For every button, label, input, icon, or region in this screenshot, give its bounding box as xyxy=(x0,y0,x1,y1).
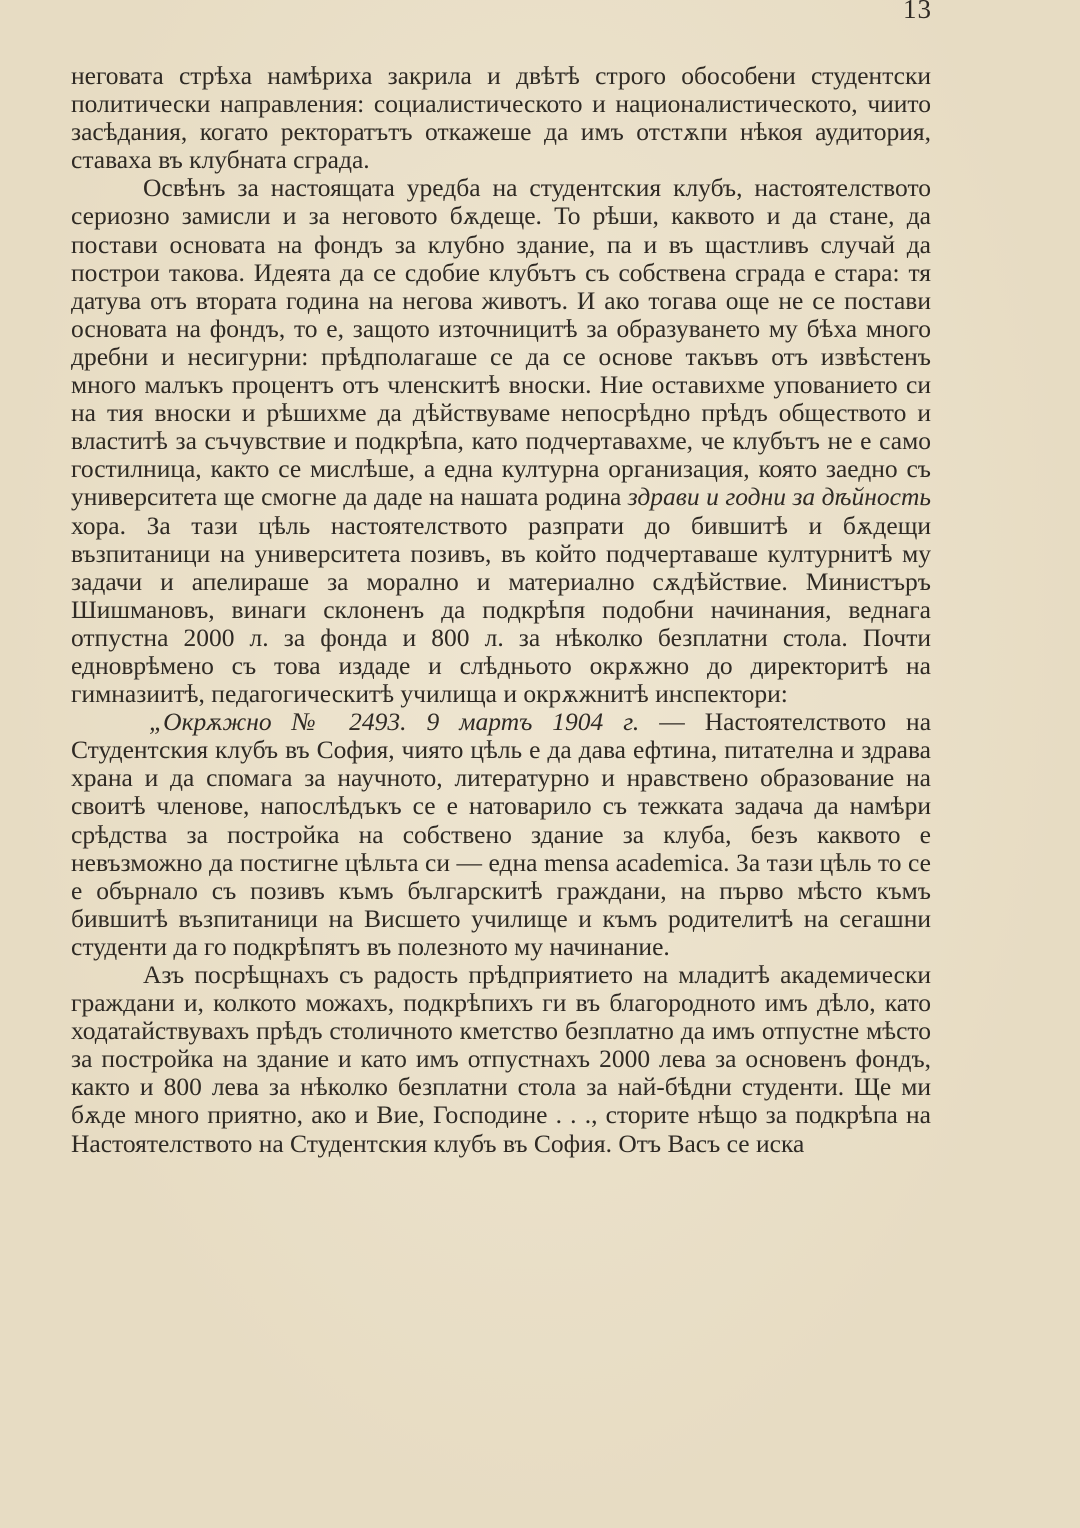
paragraph-4: Азъ посрѣщнахъ съ радость прѣдприятието на младитѣ академически граждани и, колкото можахъ, подкрѣпихъ ги въ благородното имъ дѣло, като ходатайствувахъ прѣдъ столичното кметство безплатно да имъ отпустне мѣсто за постройка на здание и като имъ отпустнахъ 2000 лева за основенъ фондъ, както и 800 лева за нѣколко безплатни стола за най-бѣдни студенти. Ще ми бѫде много приятно, ако и Вие, Господине . . ., сторите нѣщо за подкрѣпа на Настоятелството на Студентския клубъ въ София. Отъ Васъ се иска xyxy=(71,960,931,1158)
paragraph-1: неговата стрѣха намѣриха закрила и двѣтѣ строго обособени студентски политически направления: социалистическото и националистическото, чиито засѣдания, когато ректоратътъ откажеше да имъ отстѫпи нѣкоя аудитория, ставаха въ клубната сграда. xyxy=(71,61,931,175)
page-number: 13 xyxy=(903,0,932,24)
circular-heading: „Окрѫжно № 2493. 9 мартъ 1904 г. xyxy=(149,707,640,737)
circular-text: — Настоятелството на Студентския клубъ въ София, чиято цѣль е да дава ефтина, питателна и здрава храна и да спомага за научното, литературно и нравствено образование на своитѣ членове, напослѣдъкъ се е натоварило съ тежката задача да намѣри срѣдства за постройка на собствено здание за клуба, безъ каквото е невъзможно да постигне цѣльта си — една mensa academica. За тази цѣль то се е обърнало съ позивъ къмъ българскитѣ граждани, на първо мѣсто къмъ бившитѣ възпитаници на Висшето училище и къмъ родителитѣ на сегашни студенти да го подкрѣпятъ въ полезното му начинание. xyxy=(71,707,932,961)
paragraph-2-italic-phrase: здрави и годни за дѣйность xyxy=(627,482,932,512)
paragraph-2-text-b: хора. За тази цѣль настоятелството разпрати до бившитѣ и бѫдещи възпитаници на университета позивъ, въ който подчертаваше културнитѣ му задачи и апелираше за морално и материално сѫдѣйствие. Министъръ Шишмановъ, винаги склоненъ да подкрѣпя подобни начинания, веднага отпустна 2000 л. за фонда и 800 л. за нѣколко безплатни стола. Почти едноврѣмено съ това издаде и слѣдньото окрѫжно до директоритѣ на гимназиитѣ, педагогическитѣ училища и окрѫжнитѣ инспектори: xyxy=(71,510,931,709)
paragraph-circular xyxy=(71,708,931,961)
paragraph-2-text-a: Освѣнъ за настоящата уредба на студентския клубъ, настоятелството сериозно замисли и за неговото бѫдеще. То рѣши, каквото и да стане, да постави основата на фондъ за клубно здание, па и въ щастливъ случай да построи такова. Идеята да се сдобие клубътъ съ собствена сграда е стара: тя датува отъ втората година на негова животъ. И ако тогава още не се постави основата на фондъ, то е, защото източницитѣ за образуването му бѣха много дребни и несигурни: прѣдполагаше се да се основе такъвъ отъ извѣстенъ много малъкъ процентъ отъ членскитѣ вноски. Ние оставихме упованието си на тия вноски и рѣшихме да дѣйствуваме непосрѣдно прѣдъ обществото и властитѣ за съчувствие и подкрѣпа, като подчертавахме, че клубътъ не е само гостилница, както се мислѣше, а една културна организация, която заедно съ университета ще смогне да даде на нашата родина xyxy=(71,173,931,512)
body-text xyxy=(71,62,931,1158)
paragraph-2 xyxy=(71,174,931,708)
